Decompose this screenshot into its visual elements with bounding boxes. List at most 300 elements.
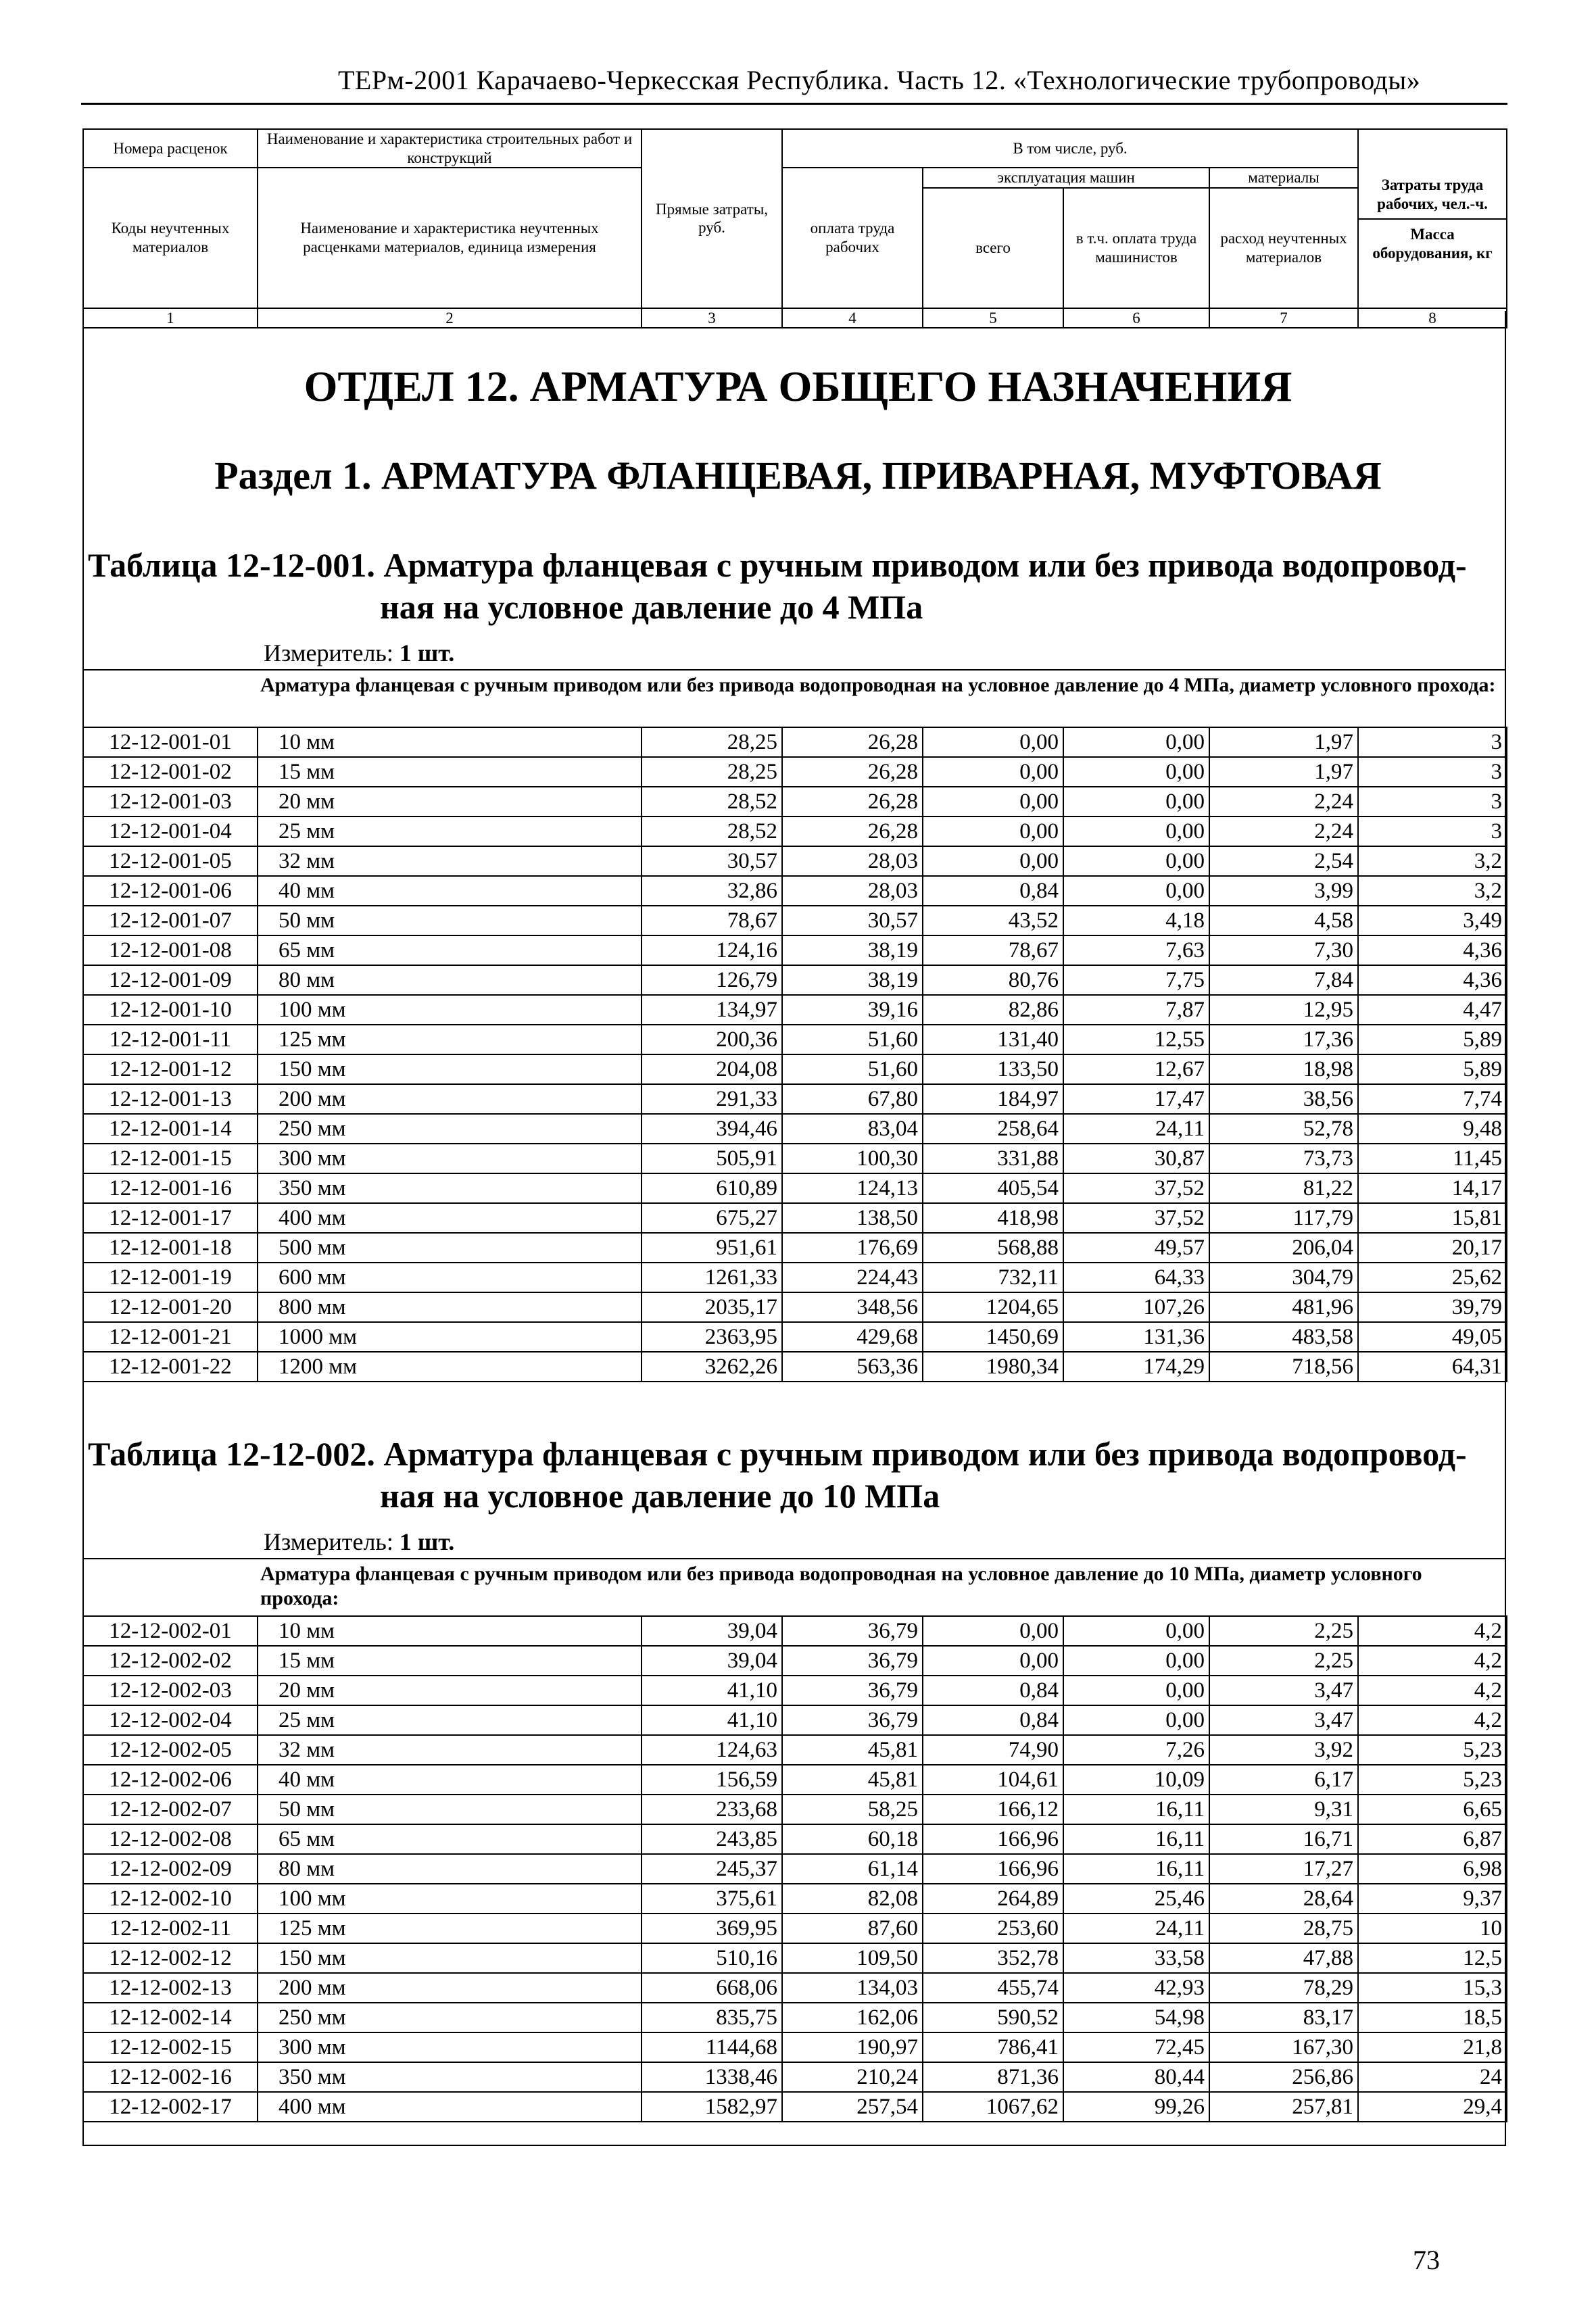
labor-pay-cell: 45,81 bbox=[782, 1735, 923, 1765]
item-name-cell: 300 мм bbox=[258, 1144, 642, 1173]
labor-hours-cell: 10 bbox=[1358, 1914, 1507, 1943]
table-row bbox=[83, 965, 1507, 995]
item-name-cell: 125 мм bbox=[258, 1025, 642, 1054]
table-row bbox=[83, 1263, 1507, 1292]
labor-pay-cell: 134,03 bbox=[782, 1973, 923, 2003]
table-row bbox=[83, 787, 1507, 817]
direct-costs-cell: 1582,97 bbox=[642, 2092, 782, 2122]
materials-cell: 17,27 bbox=[1209, 1854, 1358, 1884]
rate-code-cell: 12-12-002-17 bbox=[83, 2092, 258, 2122]
labor-hours-cell: 4,2 bbox=[1358, 1616, 1507, 1646]
rate-code-cell: 12-12-001-14 bbox=[83, 1114, 258, 1144]
item-name-cell: 400 мм bbox=[258, 2092, 642, 2122]
machine-ops-total-cell: 568,88 bbox=[923, 1233, 1063, 1263]
labor-hours-cell: 9,48 bbox=[1358, 1114, 1507, 1144]
labor-hours-cell: 20,17 bbox=[1358, 1233, 1507, 1263]
table-row bbox=[83, 1914, 1507, 1943]
direct-costs-cell: 243,85 bbox=[642, 1824, 782, 1854]
labor-hours-cell: 12,5 bbox=[1358, 1943, 1507, 1973]
header-materials: материалы bbox=[1209, 168, 1358, 188]
table2-subhead: Арматура фланцевая с ручным приводом или без привода водопроводная на условное давление до 10 МПа, диаметр условного прохода: bbox=[260, 1563, 1422, 1609]
rate-code-cell: 12-12-001-15 bbox=[83, 1144, 258, 1173]
labor-pay-cell: 26,28 bbox=[782, 787, 923, 817]
table2-measure bbox=[264, 1528, 454, 1556]
machinists-pay-cell: 25,46 bbox=[1063, 1884, 1209, 1914]
machine-ops-total-cell: 418,98 bbox=[923, 1203, 1063, 1233]
header-labor-costs: Затраты труда рабочих, чел.-ч. bbox=[1359, 173, 1506, 220]
item-name-cell: 200 мм bbox=[258, 1084, 642, 1114]
table1-caption bbox=[88, 544, 1494, 628]
labor-pay-cell: 26,28 bbox=[782, 817, 923, 846]
machinists-pay-cell: 4,18 bbox=[1063, 906, 1209, 935]
labor-hours-cell: 4,47 bbox=[1358, 995, 1507, 1025]
table-row bbox=[83, 1765, 1507, 1795]
labor-hours-cell: 4,2 bbox=[1358, 1646, 1507, 1676]
materials-cell: 718,56 bbox=[1209, 1352, 1358, 1382]
direct-costs-cell: 28,52 bbox=[642, 817, 782, 846]
rate-code-cell: 12-12-001-09 bbox=[83, 965, 258, 995]
labor-hours-cell: 5,89 bbox=[1358, 1025, 1507, 1054]
machinists-pay-cell: 7,75 bbox=[1063, 965, 1209, 995]
rate-code-cell: 12-12-002-05 bbox=[83, 1735, 258, 1765]
labor-pay-cell: 51,60 bbox=[782, 1025, 923, 1054]
rate-code-cell: 12-12-002-02 bbox=[83, 1646, 258, 1676]
labor-hours-cell: 21,8 bbox=[1358, 2032, 1507, 2062]
header-equipment-mass: Масса оборудования, кг bbox=[1372, 226, 1493, 262]
labor-pay-cell: 109,50 bbox=[782, 1943, 923, 1973]
labor-pay-cell: 224,43 bbox=[782, 1263, 923, 1292]
labor-hours-cell: 5,89 bbox=[1358, 1054, 1507, 1084]
labor-pay-cell: 26,28 bbox=[782, 727, 923, 757]
materials-cell: 17,36 bbox=[1209, 1025, 1358, 1054]
table1-caption-line1: Арматура фланцевая с ручным приводом или без привода водопровод- bbox=[383, 546, 1467, 584]
rate-code-cell: 12-12-002-12 bbox=[83, 1943, 258, 1973]
page-number: 73 bbox=[1413, 2245, 1440, 2275]
item-name-cell: 65 мм bbox=[258, 1824, 642, 1854]
table-row bbox=[83, 1173, 1507, 1203]
machine-ops-total-cell: 258,64 bbox=[923, 1114, 1063, 1144]
col-number-1: 1 bbox=[83, 308, 258, 328]
labor-pay-cell: 28,03 bbox=[782, 876, 923, 906]
section-title: Раздел 1. АРМАТУРА ФЛАНЦЕВАЯ, ПРИВАРНАЯ, МУФТОВАЯ bbox=[214, 454, 1382, 497]
item-name-cell: 25 мм bbox=[258, 1705, 642, 1735]
labor-hours-cell: 25,62 bbox=[1358, 1263, 1507, 1292]
machine-ops-total-cell: 82,86 bbox=[923, 995, 1063, 1025]
materials-cell: 7,30 bbox=[1209, 935, 1358, 965]
machinists-pay-cell: 0,00 bbox=[1063, 1616, 1209, 1646]
materials-cell: 52,78 bbox=[1209, 1114, 1358, 1144]
machine-ops-total-cell: 0,00 bbox=[923, 727, 1063, 757]
machine-ops-total-cell: 352,78 bbox=[923, 1943, 1063, 1973]
header-rates-numbers: Номера расценок bbox=[83, 129, 258, 168]
table-row bbox=[83, 1705, 1507, 1735]
col-number-3: 3 bbox=[642, 308, 782, 328]
materials-cell: 304,79 bbox=[1209, 1263, 1358, 1292]
table2-measure-value: 1 шт. bbox=[399, 1528, 455, 1555]
materials-cell: 38,56 bbox=[1209, 1084, 1358, 1114]
header-machine-ops: эксплуатация машин bbox=[923, 168, 1209, 188]
item-name-cell: 50 мм bbox=[258, 906, 642, 935]
header-work-name: Наименование и характеристика строительных работ и конструкций bbox=[258, 129, 642, 168]
rate-code-cell: 12-12-001-06 bbox=[83, 876, 258, 906]
labor-hours-cell: 6,65 bbox=[1358, 1795, 1507, 1824]
labor-pay-cell: 38,19 bbox=[782, 935, 923, 965]
materials-cell: 83,17 bbox=[1209, 2003, 1358, 2032]
item-name-cell: 20 мм bbox=[258, 787, 642, 817]
table-row bbox=[83, 727, 1507, 757]
labor-pay-cell: 36,79 bbox=[782, 1676, 923, 1705]
item-name-cell: 350 мм bbox=[258, 1173, 642, 1203]
item-name-cell: 80 мм bbox=[258, 965, 642, 995]
labor-hours-cell: 11,45 bbox=[1358, 1144, 1507, 1173]
item-name-cell: 10 мм bbox=[258, 1616, 642, 1646]
machine-ops-total-cell: 74,90 bbox=[923, 1735, 1063, 1765]
direct-costs-cell: 510,16 bbox=[642, 1943, 782, 1973]
item-name-cell: 350 мм bbox=[258, 2062, 642, 2092]
rate-code-cell: 12-12-002-01 bbox=[83, 1616, 258, 1646]
machinists-pay-cell: 12,55 bbox=[1063, 1025, 1209, 1054]
item-name-cell: 65 мм bbox=[258, 935, 642, 965]
table1-measure-label: Измеритель: bbox=[264, 639, 393, 666]
item-name-cell: 15 мм bbox=[258, 757, 642, 787]
materials-cell: 3,92 bbox=[1209, 1735, 1358, 1765]
machine-ops-total-cell: 786,41 bbox=[923, 2032, 1063, 2062]
rate-code-cell: 12-12-001-17 bbox=[83, 1203, 258, 1233]
item-name-cell: 25 мм bbox=[258, 817, 642, 846]
labor-hours-cell: 3,49 bbox=[1358, 906, 1507, 935]
machinists-pay-cell: 7,87 bbox=[1063, 995, 1209, 1025]
labor-hours-cell: 3 bbox=[1358, 817, 1507, 846]
header-labor-pay: оплата труда рабочих bbox=[782, 168, 923, 308]
table-row bbox=[83, 1646, 1507, 1676]
rate-code-cell: 12-12-001-18 bbox=[83, 1233, 258, 1263]
table-row bbox=[83, 1735, 1507, 1765]
table-row bbox=[83, 876, 1507, 906]
table-row bbox=[83, 995, 1507, 1025]
labor-pay-cell: 348,56 bbox=[782, 1292, 923, 1322]
table-row bbox=[83, 1352, 1507, 1382]
machine-ops-total-cell: 0,84 bbox=[923, 1676, 1063, 1705]
labor-hours-cell: 49,05 bbox=[1358, 1322, 1507, 1352]
rate-code-cell: 12-12-001-20 bbox=[83, 1292, 258, 1322]
direct-costs-cell: 291,33 bbox=[642, 1084, 782, 1114]
header-direct-costs: Прямые затраты, руб. bbox=[642, 129, 782, 308]
materials-cell: 481,96 bbox=[1209, 1292, 1358, 1322]
machine-ops-total-cell: 104,61 bbox=[923, 1765, 1063, 1795]
materials-cell: 16,71 bbox=[1209, 1824, 1358, 1854]
header-total: всего bbox=[923, 188, 1063, 308]
machine-ops-total-cell: 131,40 bbox=[923, 1025, 1063, 1054]
machinists-pay-cell: 37,52 bbox=[1063, 1203, 1209, 1233]
materials-cell: 1,97 bbox=[1209, 727, 1358, 757]
machinists-pay-cell: 0,00 bbox=[1063, 1646, 1209, 1676]
machinists-pay-cell: 0,00 bbox=[1063, 1705, 1209, 1735]
direct-costs-cell: 3262,26 bbox=[642, 1352, 782, 1382]
table-row bbox=[83, 1854, 1507, 1884]
item-name-cell: 32 мм bbox=[258, 846, 642, 876]
machine-ops-total-cell: 166,96 bbox=[923, 1824, 1063, 1854]
machinists-pay-cell: 49,57 bbox=[1063, 1233, 1209, 1263]
direct-costs-cell: 30,57 bbox=[642, 846, 782, 876]
direct-costs-cell: 28,52 bbox=[642, 787, 782, 817]
direct-costs-cell: 668,06 bbox=[642, 1973, 782, 2003]
col-number-5: 5 bbox=[923, 308, 1063, 328]
direct-costs-cell: 124,63 bbox=[642, 1735, 782, 1765]
materials-cell: 3,47 bbox=[1209, 1676, 1358, 1705]
labor-pay-cell: 36,79 bbox=[782, 1646, 923, 1676]
labor-hours-cell: 64,31 bbox=[1358, 1352, 1507, 1382]
direct-costs-cell: 126,79 bbox=[642, 965, 782, 995]
col-number-8: 8 bbox=[1358, 308, 1507, 328]
direct-costs-cell: 394,46 bbox=[642, 1114, 782, 1144]
labor-hours-cell: 6,87 bbox=[1358, 1824, 1507, 1854]
table-row bbox=[83, 846, 1507, 876]
table1-data bbox=[82, 727, 1507, 1382]
rate-code-cell: 12-12-002-10 bbox=[83, 1884, 258, 1914]
materials-cell: 2,25 bbox=[1209, 1646, 1358, 1676]
labor-hours-cell: 5,23 bbox=[1358, 1765, 1507, 1795]
labor-hours-cell: 5,23 bbox=[1358, 1735, 1507, 1765]
direct-costs-cell: 41,10 bbox=[642, 1676, 782, 1705]
labor-hours-cell: 29,4 bbox=[1358, 2092, 1507, 2122]
labor-pay-cell: 429,68 bbox=[782, 1322, 923, 1352]
item-name-cell: 40 мм bbox=[258, 1765, 642, 1795]
direct-costs-cell: 1144,68 bbox=[642, 2032, 782, 2062]
materials-cell: 78,29 bbox=[1209, 1973, 1358, 2003]
labor-pay-cell: 45,81 bbox=[782, 1765, 923, 1795]
table1-caption-line2: ная на условное давление до 4 МПа bbox=[380, 588, 923, 626]
direct-costs-cell: 375,61 bbox=[642, 1884, 782, 1914]
machine-ops-total-cell: 405,54 bbox=[923, 1173, 1063, 1203]
machine-ops-total-cell: 1067,62 bbox=[923, 2092, 1063, 2122]
labor-pay-cell: 124,13 bbox=[782, 1173, 923, 1203]
header-including: В том числе, руб. bbox=[782, 129, 1358, 168]
machinists-pay-cell: 107,26 bbox=[1063, 1292, 1209, 1322]
machine-ops-total-cell: 455,74 bbox=[923, 1973, 1063, 2003]
rate-code-cell: 12-12-002-03 bbox=[83, 1676, 258, 1705]
machine-ops-total-cell: 1450,69 bbox=[923, 1322, 1063, 1352]
item-name-cell: 15 мм bbox=[258, 1646, 642, 1676]
direct-costs-cell: 39,04 bbox=[642, 1616, 782, 1646]
machinists-pay-cell: 33,58 bbox=[1063, 1943, 1209, 1973]
item-name-cell: 400 мм bbox=[258, 1203, 642, 1233]
machine-ops-total-cell: 184,97 bbox=[923, 1084, 1063, 1114]
direct-costs-cell: 134,97 bbox=[642, 995, 782, 1025]
direct-costs-cell: 156,59 bbox=[642, 1765, 782, 1795]
materials-cell: 257,81 bbox=[1209, 2092, 1358, 2122]
materials-cell: 6,17 bbox=[1209, 1765, 1358, 1795]
machinists-pay-cell: 0,00 bbox=[1063, 1676, 1209, 1705]
column-header-table bbox=[82, 128, 1507, 328]
item-name-cell: 100 мм bbox=[258, 1884, 642, 1914]
rate-code-cell: 12-12-002-13 bbox=[83, 1973, 258, 2003]
machinists-pay-cell: 174,29 bbox=[1063, 1352, 1209, 1382]
materials-cell: 2,25 bbox=[1209, 1616, 1358, 1646]
table-row bbox=[83, 1233, 1507, 1263]
direct-costs-cell: 28,25 bbox=[642, 757, 782, 787]
labor-pay-cell: 162,06 bbox=[782, 2003, 923, 2032]
machinists-pay-cell: 0,00 bbox=[1063, 757, 1209, 787]
table1-subhead: Арматура фланцевая с ручным приводом или без привода водопроводная на условное давление до 4 МПа, диаметр условного прохода: bbox=[260, 674, 1496, 696]
labor-hours-cell: 15,3 bbox=[1358, 1973, 1507, 2003]
header-incl-machinists: в т.ч. оплата труда машинистов bbox=[1063, 188, 1209, 308]
machine-ops-total-cell: 0,84 bbox=[923, 1705, 1063, 1735]
department-title: ОТДЕЛ 12. АРМАТУРА ОБЩЕГО НАЗНАЧЕНИЯ bbox=[304, 362, 1292, 410]
item-name-cell: 600 мм bbox=[258, 1263, 642, 1292]
rate-code-cell: 12-12-002-09 bbox=[83, 1854, 258, 1884]
materials-cell: 9,31 bbox=[1209, 1795, 1358, 1824]
labor-pay-cell: 28,03 bbox=[782, 846, 923, 876]
machinists-pay-cell: 131,36 bbox=[1063, 1322, 1209, 1352]
rate-code-cell: 12-12-001-08 bbox=[83, 935, 258, 965]
machinists-pay-cell: 0,00 bbox=[1063, 846, 1209, 876]
item-name-cell: 250 мм bbox=[258, 2003, 642, 2032]
machinists-pay-cell: 16,11 bbox=[1063, 1824, 1209, 1854]
table-row bbox=[83, 1114, 1507, 1144]
direct-costs-cell: 1261,33 bbox=[642, 1263, 782, 1292]
materials-cell: 7,84 bbox=[1209, 965, 1358, 995]
table-row bbox=[83, 2032, 1507, 2062]
table-row bbox=[83, 1795, 1507, 1824]
machinists-pay-cell: 37,52 bbox=[1063, 1173, 1209, 1203]
direct-costs-cell: 2035,17 bbox=[642, 1292, 782, 1322]
rate-code-cell: 12-12-002-11 bbox=[83, 1914, 258, 1943]
col-number-2: 2 bbox=[258, 308, 642, 328]
machinists-pay-cell: 16,11 bbox=[1063, 1795, 1209, 1824]
machine-ops-total-cell: 78,67 bbox=[923, 935, 1063, 965]
materials-cell: 18,98 bbox=[1209, 1054, 1358, 1084]
direct-costs-cell: 1338,46 bbox=[642, 2062, 782, 2092]
rate-code-cell: 12-12-001-02 bbox=[83, 757, 258, 787]
materials-cell: 206,04 bbox=[1209, 1233, 1358, 1263]
labor-pay-cell: 67,80 bbox=[782, 1084, 923, 1114]
direct-costs-cell: 204,08 bbox=[642, 1054, 782, 1084]
labor-hours-cell: 4,36 bbox=[1358, 965, 1507, 995]
table2-caption-label: Таблица 12-12-002. bbox=[88, 1435, 375, 1473]
machine-ops-total-cell: 590,52 bbox=[923, 2003, 1063, 2032]
materials-cell: 12,95 bbox=[1209, 995, 1358, 1025]
labor-pay-cell: 257,54 bbox=[782, 2092, 923, 2122]
machinists-pay-cell: 30,87 bbox=[1063, 1144, 1209, 1173]
materials-cell: 28,64 bbox=[1209, 1884, 1358, 1914]
header-unaccounted-consumption: расход неучтенных материалов bbox=[1209, 188, 1358, 308]
machinists-pay-cell: 7,63 bbox=[1063, 935, 1209, 965]
table1-measure-value: 1 шт. bbox=[399, 639, 455, 666]
labor-hours-cell: 15,81 bbox=[1358, 1203, 1507, 1233]
labor-pay-cell: 58,25 bbox=[782, 1795, 923, 1824]
machinists-pay-cell: 64,33 bbox=[1063, 1263, 1209, 1292]
item-name-cell: 800 мм bbox=[258, 1292, 642, 1322]
table-row bbox=[83, 1676, 1507, 1705]
table-row bbox=[83, 817, 1507, 846]
machinists-pay-cell: 7,26 bbox=[1063, 1735, 1209, 1765]
rate-code-cell: 12-12-001-07 bbox=[83, 906, 258, 935]
labor-pay-cell: 61,14 bbox=[782, 1854, 923, 1884]
rate-code-cell: 12-12-001-19 bbox=[83, 1263, 258, 1292]
machine-ops-total-cell: 166,96 bbox=[923, 1854, 1063, 1884]
direct-costs-cell: 233,68 bbox=[642, 1795, 782, 1824]
table-row bbox=[83, 1084, 1507, 1114]
item-name-cell: 1200 мм bbox=[258, 1352, 642, 1382]
labor-pay-cell: 36,79 bbox=[782, 1705, 923, 1735]
machinists-pay-cell: 24,11 bbox=[1063, 1914, 1209, 1943]
direct-costs-cell: 78,67 bbox=[642, 906, 782, 935]
table-row bbox=[83, 1144, 1507, 1173]
table-row bbox=[83, 1203, 1507, 1233]
machine-ops-total-cell: 732,11 bbox=[923, 1263, 1063, 1292]
item-name-cell: 1000 мм bbox=[258, 1322, 642, 1352]
rate-code-cell: 12-12-002-06 bbox=[83, 1765, 258, 1795]
table-row bbox=[83, 1054, 1507, 1084]
item-name-cell: 40 мм bbox=[258, 876, 642, 906]
machinists-pay-cell: 12,67 bbox=[1063, 1054, 1209, 1084]
labor-pay-cell: 51,60 bbox=[782, 1054, 923, 1084]
header-rule bbox=[81, 103, 1507, 105]
table1-measure bbox=[264, 639, 454, 667]
table2-data bbox=[82, 1615, 1507, 2122]
rate-code-cell: 12-12-001-03 bbox=[83, 787, 258, 817]
labor-hours-cell: 6,98 bbox=[1358, 1854, 1507, 1884]
materials-cell: 1,97 bbox=[1209, 757, 1358, 787]
machinists-pay-cell: 0,00 bbox=[1063, 876, 1209, 906]
machine-ops-total-cell: 43,52 bbox=[923, 906, 1063, 935]
labor-hours-cell: 3 bbox=[1358, 757, 1507, 787]
item-name-cell: 100 мм bbox=[258, 995, 642, 1025]
labor-pay-cell: 26,28 bbox=[782, 757, 923, 787]
rate-code-cell: 12-12-001-16 bbox=[83, 1173, 258, 1203]
materials-cell: 4,58 bbox=[1209, 906, 1358, 935]
labor-pay-cell: 82,08 bbox=[782, 1884, 923, 1914]
labor-hours-cell: 3 bbox=[1358, 727, 1507, 757]
table-row bbox=[83, 1943, 1507, 1973]
materials-cell: 81,22 bbox=[1209, 1173, 1358, 1203]
table2-divider bbox=[82, 1558, 1506, 1559]
materials-cell: 483,58 bbox=[1209, 1322, 1358, 1352]
materials-cell: 256,86 bbox=[1209, 2062, 1358, 2092]
rate-code-cell: 12-12-001-21 bbox=[83, 1322, 258, 1352]
table-row bbox=[83, 906, 1507, 935]
labor-pay-cell: 100,30 bbox=[782, 1144, 923, 1173]
labor-pay-cell: 87,60 bbox=[782, 1914, 923, 1943]
table-row bbox=[83, 757, 1507, 787]
machine-ops-total-cell: 0,00 bbox=[923, 817, 1063, 846]
rate-code-cell: 12-12-002-04 bbox=[83, 1705, 258, 1735]
col-number-4: 4 bbox=[782, 308, 923, 328]
machinists-pay-cell: 99,26 bbox=[1063, 2092, 1209, 2122]
rate-code-cell: 12-12-001-04 bbox=[83, 817, 258, 846]
table2-caption-line2: ная на условное давление до 10 МПа bbox=[380, 1477, 940, 1515]
machine-ops-total-cell: 253,60 bbox=[923, 1914, 1063, 1943]
machine-ops-total-cell: 264,89 bbox=[923, 1884, 1063, 1914]
header-codes: Коды неучтенных материалов bbox=[83, 168, 258, 308]
machinists-pay-cell: 72,45 bbox=[1063, 2032, 1209, 2062]
direct-costs-cell: 39,04 bbox=[642, 1646, 782, 1676]
labor-pay-cell: 176,69 bbox=[782, 1233, 923, 1263]
machine-ops-total-cell: 0,00 bbox=[923, 846, 1063, 876]
machine-ops-total-cell: 0,00 bbox=[923, 757, 1063, 787]
labor-hours-cell: 7,74 bbox=[1358, 1084, 1507, 1114]
table-row bbox=[83, 2003, 1507, 2032]
labor-hours-cell: 4,2 bbox=[1358, 1676, 1507, 1705]
machinists-pay-cell: 17,47 bbox=[1063, 1084, 1209, 1114]
running-head: ТЕРм-2001 Карачаево-Черкесская Республика. Часть 12. «Технологические трубопроводы» bbox=[338, 65, 1421, 95]
rate-code-cell: 12-12-001-01 bbox=[83, 727, 258, 757]
labor-pay-cell: 83,04 bbox=[782, 1114, 923, 1144]
labor-hours-cell: 18,5 bbox=[1358, 2003, 1507, 2032]
direct-costs-cell: 675,27 bbox=[642, 1203, 782, 1233]
machinists-pay-cell: 16,11 bbox=[1063, 1854, 1209, 1884]
rate-code-cell: 12-12-001-10 bbox=[83, 995, 258, 1025]
